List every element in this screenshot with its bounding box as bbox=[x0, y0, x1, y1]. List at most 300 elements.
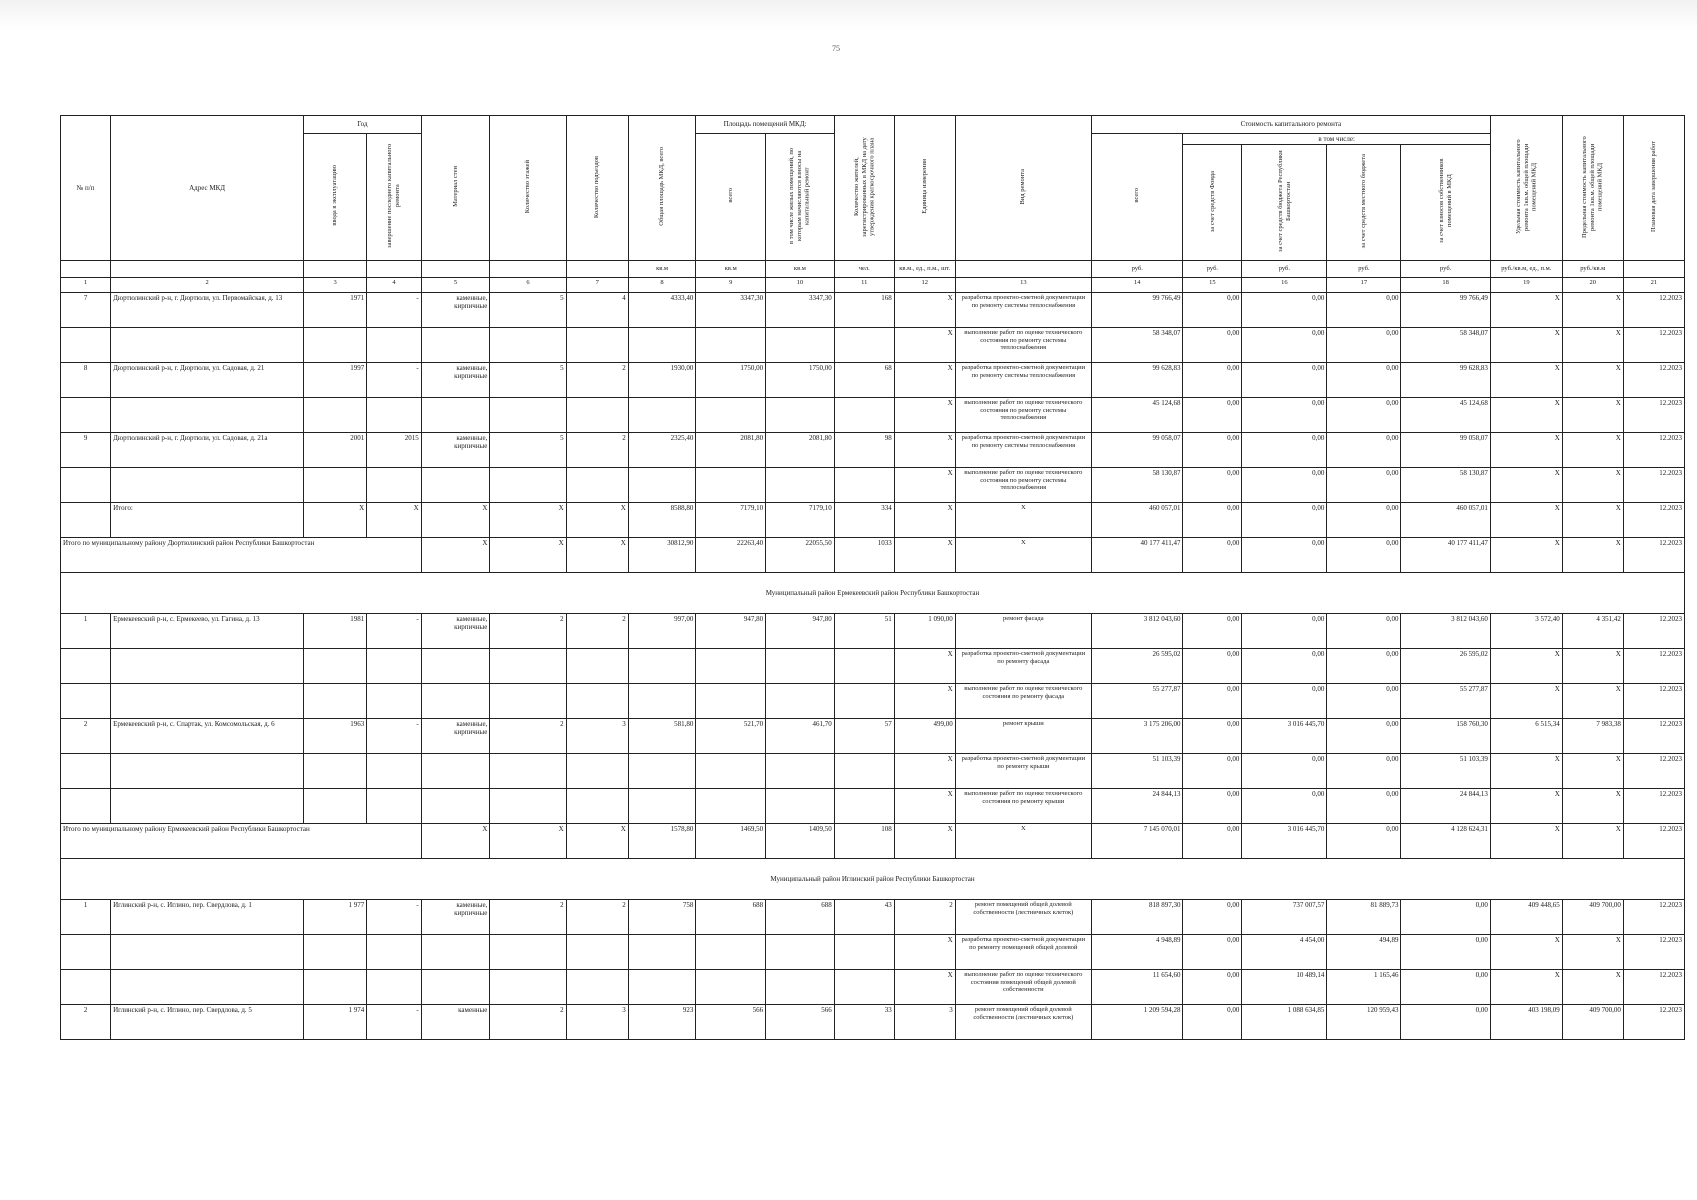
table-cell bbox=[304, 467, 367, 502]
col-number: 15 bbox=[1183, 277, 1242, 292]
district-total-row bbox=[61, 823, 1685, 858]
table-cell: разработка проектно-сметной документации по ремонту системы теплоснабжения bbox=[955, 432, 1091, 467]
table-row bbox=[61, 502, 1685, 537]
col-premises-group: Площадь помещений МКД: bbox=[696, 116, 834, 134]
table-cell: 1 165,46 bbox=[1327, 969, 1401, 1004]
table-cell: 12.2023 bbox=[1623, 683, 1684, 718]
table-cell: 40 177 411,47 bbox=[1401, 537, 1490, 572]
table-cell: 0,00 bbox=[1327, 397, 1401, 432]
table-cell: разработка проектно-сметной документации по ремонту крыши bbox=[955, 753, 1091, 788]
table-cell bbox=[367, 397, 422, 432]
table-cell: 409 700,00 bbox=[1562, 1004, 1623, 1039]
table-cell: каменные, кирпичные bbox=[421, 899, 490, 934]
table-cell: 0,00 bbox=[1183, 899, 1242, 934]
col-year-last: завершение последнего капитального ремонта bbox=[367, 134, 422, 261]
table-cell: X bbox=[1562, 327, 1623, 362]
district-total-row bbox=[61, 537, 1685, 572]
col-number: 7 bbox=[566, 277, 628, 292]
table-cell bbox=[566, 788, 628, 823]
table-cell: 0,00 bbox=[1327, 467, 1401, 502]
table-cell bbox=[111, 327, 304, 362]
table-cell bbox=[628, 397, 696, 432]
table-cell: X bbox=[1490, 823, 1562, 858]
col-number: 16 bbox=[1242, 277, 1327, 292]
col-number: 18 bbox=[1401, 277, 1490, 292]
table-cell: X bbox=[566, 537, 628, 572]
table-cell: X bbox=[1490, 683, 1562, 718]
col-entrances: Количество подъездов bbox=[566, 116, 628, 261]
table-row bbox=[61, 899, 1685, 934]
table-cell: 12.2023 bbox=[1623, 537, 1684, 572]
table-cell: 1 bbox=[61, 899, 111, 934]
table-cell bbox=[421, 327, 490, 362]
table-cell: 12.2023 bbox=[1623, 502, 1684, 537]
table-cell: X bbox=[421, 502, 490, 537]
table-cell bbox=[421, 934, 490, 969]
unit-cell bbox=[955, 260, 1091, 277]
col-number: 6 bbox=[490, 277, 566, 292]
table-cell: X bbox=[1490, 648, 1562, 683]
table-cell: каменные, кирпичные bbox=[421, 432, 490, 467]
table-cell: 566 bbox=[766, 1004, 835, 1039]
col-number: 19 bbox=[1490, 277, 1562, 292]
table-cell: 3 812 043,60 bbox=[1091, 613, 1183, 648]
table-row bbox=[61, 1004, 1685, 1039]
table-cell: X bbox=[490, 537, 566, 572]
table-cell bbox=[766, 683, 835, 718]
table-cell bbox=[367, 467, 422, 502]
unit-cell: кв.м bbox=[696, 260, 766, 277]
table-cell: 5 bbox=[490, 362, 566, 397]
table-cell: 99 766,49 bbox=[1091, 292, 1183, 327]
table-cell bbox=[61, 788, 111, 823]
table-cell: 0,00 bbox=[1183, 613, 1242, 648]
table-cell: 8588,80 bbox=[628, 502, 696, 537]
table-cell: 0,00 bbox=[1183, 788, 1242, 823]
col-plan-date: Плановая дата завершения работ bbox=[1623, 116, 1684, 261]
table-cell bbox=[61, 327, 111, 362]
table-cell: 0,00 bbox=[1183, 432, 1242, 467]
unit-cell bbox=[111, 260, 304, 277]
col-floors: Количество этажей bbox=[490, 116, 566, 261]
table-cell bbox=[421, 683, 490, 718]
table-cell bbox=[490, 648, 566, 683]
table-cell bbox=[111, 934, 304, 969]
col-number: 9 bbox=[696, 277, 766, 292]
table-cell: 24 844,13 bbox=[1091, 788, 1183, 823]
table-cell: 3 bbox=[894, 1004, 955, 1039]
table-cell bbox=[566, 753, 628, 788]
table-cell bbox=[490, 753, 566, 788]
table-cell: 58 348,07 bbox=[1091, 327, 1183, 362]
table-cell bbox=[421, 753, 490, 788]
table-cell: 2 bbox=[61, 718, 111, 753]
col-number: 4 bbox=[367, 277, 422, 292]
col-cost-republic: за счет средств бюджета Республики Башкортостан bbox=[1242, 145, 1327, 260]
table-cell bbox=[696, 969, 766, 1004]
table-cell: 108 bbox=[834, 823, 894, 858]
table-cell: 2 bbox=[566, 613, 628, 648]
table-cell: 120 959,43 bbox=[1327, 1004, 1401, 1039]
units-row bbox=[61, 260, 1685, 277]
table-cell: 9 bbox=[61, 432, 111, 467]
table-cell: 33 bbox=[834, 1004, 894, 1039]
table-cell: 0,00 bbox=[1327, 432, 1401, 467]
table-cell bbox=[834, 467, 894, 502]
table-cell: 2 bbox=[490, 613, 566, 648]
table-cell bbox=[696, 327, 766, 362]
repair-plan-table bbox=[60, 115, 1685, 1040]
col-unit: Единица измерения bbox=[894, 116, 955, 261]
table-cell: 0,00 bbox=[1183, 1004, 1242, 1039]
table-cell: 0,00 bbox=[1327, 537, 1401, 572]
table-cell bbox=[628, 753, 696, 788]
table-cell: 2 bbox=[490, 1004, 566, 1039]
table-cell: 26 595,02 bbox=[1091, 648, 1183, 683]
table-cell: 81 889,73 bbox=[1327, 899, 1401, 934]
table-cell: 2 bbox=[894, 899, 955, 934]
table-cell: 0,00 bbox=[1242, 397, 1327, 432]
table-cell bbox=[566, 467, 628, 502]
table-cell: 2325,40 bbox=[628, 432, 696, 467]
table-cell: 2081,80 bbox=[766, 432, 835, 467]
table-cell bbox=[304, 683, 367, 718]
table-cell bbox=[61, 648, 111, 683]
table-cell: 1963 bbox=[304, 718, 367, 753]
table-cell bbox=[304, 397, 367, 432]
table-cell: 3 bbox=[566, 1004, 628, 1039]
table-cell: Итого по муниципальному району Дюртюлинский район Республики Башкортостан bbox=[61, 537, 422, 572]
table-cell bbox=[367, 753, 422, 788]
table-cell: 45 124,68 bbox=[1091, 397, 1183, 432]
table-cell bbox=[834, 327, 894, 362]
table-row-continuation bbox=[61, 753, 1685, 788]
col-number: 21 bbox=[1623, 277, 1684, 292]
table-cell: 4 128 624,31 bbox=[1401, 823, 1490, 858]
table-cell: X bbox=[894, 397, 955, 432]
table-cell: 58 130,87 bbox=[1401, 467, 1490, 502]
table-cell bbox=[367, 327, 422, 362]
table-cell: 3347,30 bbox=[766, 292, 835, 327]
table-cell: 3347,30 bbox=[696, 292, 766, 327]
unit-cell: руб./кв.м bbox=[1562, 260, 1623, 277]
table-cell: каменные, кирпичные bbox=[421, 718, 490, 753]
table-cell: 0,00 bbox=[1183, 753, 1242, 788]
col-year-group: Год bbox=[304, 116, 422, 134]
table-cell: каменные bbox=[421, 1004, 490, 1039]
table-cell: 12.2023 bbox=[1623, 899, 1684, 934]
table-cell: 3 572,40 bbox=[1490, 613, 1562, 648]
table-cell: выполнение работ по оценке технического состояния по ремонту системы теплоснабжения bbox=[955, 327, 1091, 362]
table-cell: каменные, кирпичные bbox=[421, 613, 490, 648]
table-cell: X bbox=[1490, 788, 1562, 823]
table-cell bbox=[367, 788, 422, 823]
table-cell: X bbox=[1490, 327, 1562, 362]
table-cell: X bbox=[1562, 502, 1623, 537]
table-cell bbox=[367, 969, 422, 1004]
table-cell: 99 058,07 bbox=[1401, 432, 1490, 467]
table-cell: 1 974 bbox=[304, 1004, 367, 1039]
unit-cell bbox=[421, 260, 490, 277]
table-cell: 4 454,00 bbox=[1242, 934, 1327, 969]
table-cell: каменные, кирпичные bbox=[421, 362, 490, 397]
table-cell: 737 007,57 bbox=[1242, 899, 1327, 934]
table-cell bbox=[696, 934, 766, 969]
table-cell bbox=[61, 502, 111, 537]
table-cell: X bbox=[894, 327, 955, 362]
table-cell: 99 058,07 bbox=[1091, 432, 1183, 467]
table-cell: 12.2023 bbox=[1623, 969, 1684, 1004]
table-cell: 0,00 bbox=[1242, 788, 1327, 823]
table-cell: 40 177 411,47 bbox=[1091, 537, 1183, 572]
table-cell: 0,00 bbox=[1401, 934, 1490, 969]
table-cell: 494,89 bbox=[1327, 934, 1401, 969]
col-total-area: Общая площадь МКД, всего bbox=[628, 116, 696, 261]
table-cell bbox=[111, 969, 304, 1004]
table-cell: 0,00 bbox=[1183, 969, 1242, 1004]
table-cell: 11 654,60 bbox=[1091, 969, 1183, 1004]
table-cell bbox=[566, 934, 628, 969]
table-cell bbox=[834, 683, 894, 718]
table-cell: X bbox=[566, 502, 628, 537]
table-cell: X bbox=[421, 823, 490, 858]
col-number: 13 bbox=[955, 277, 1091, 292]
table-cell bbox=[628, 683, 696, 718]
col-number: 2 bbox=[111, 277, 304, 292]
col-address: Адрес МКД bbox=[111, 116, 304, 261]
table-cell: X bbox=[1490, 397, 1562, 432]
table-cell: X bbox=[894, 823, 955, 858]
table-cell: X bbox=[894, 753, 955, 788]
table-cell: Дюртюлинский р-н, г. Дюртюли, ул. Садовая, д. 21а bbox=[111, 432, 304, 467]
table-cell bbox=[628, 788, 696, 823]
table-cell bbox=[696, 788, 766, 823]
col-limit-cost: Предельная стоимость капитального ремонта 1кв.м. общей площади помещений МКД bbox=[1562, 116, 1623, 261]
table-cell: 0,00 bbox=[1183, 397, 1242, 432]
table-cell: 22263,40 bbox=[696, 537, 766, 572]
unit-cell bbox=[61, 260, 111, 277]
col-cost-group: Стоимость капитального ремонта bbox=[1091, 116, 1490, 134]
col-number: 3 bbox=[304, 277, 367, 292]
table-cell: 461,70 bbox=[766, 718, 835, 753]
table-cell: Муниципальный район Ермекеевский район Республики Башкортостан bbox=[61, 572, 1685, 613]
table-cell: 0,00 bbox=[1242, 683, 1327, 718]
table-cell: 43 bbox=[834, 899, 894, 934]
table-cell: 5 bbox=[490, 292, 566, 327]
table-cell: X bbox=[1562, 683, 1623, 718]
table-cell bbox=[490, 934, 566, 969]
table-cell: X bbox=[1490, 753, 1562, 788]
table-cell bbox=[367, 648, 422, 683]
table-cell bbox=[304, 788, 367, 823]
table-cell: X bbox=[1562, 292, 1623, 327]
table-cell: 26 595,02 bbox=[1401, 648, 1490, 683]
table-cell: 688 bbox=[766, 899, 835, 934]
table-cell: 997,00 bbox=[628, 613, 696, 648]
table-cell: X bbox=[894, 432, 955, 467]
table-cell bbox=[696, 753, 766, 788]
table-cell bbox=[566, 327, 628, 362]
table-cell: 0,00 bbox=[1183, 537, 1242, 572]
table-cell: 0,00 bbox=[1183, 502, 1242, 537]
table-cell: 1 088 634,85 bbox=[1242, 1004, 1327, 1039]
table-cell: 0,00 bbox=[1183, 823, 1242, 858]
table-cell: 2015 bbox=[367, 432, 422, 467]
table-cell bbox=[766, 648, 835, 683]
table-cell bbox=[61, 753, 111, 788]
table-row bbox=[61, 718, 1685, 753]
table-cell bbox=[490, 467, 566, 502]
table-cell: 409 448,65 bbox=[1490, 899, 1562, 934]
table-cell bbox=[566, 683, 628, 718]
table-cell: 947,80 bbox=[696, 613, 766, 648]
table-cell: 22055,50 bbox=[766, 537, 835, 572]
table-cell: 0,00 bbox=[1183, 362, 1242, 397]
table-cell: 0,00 bbox=[1401, 899, 1490, 934]
table-cell: 0,00 bbox=[1327, 788, 1401, 823]
table-cell: Иглинский р-н, с. Иглино, пер. Свердлова, д. 1 bbox=[111, 899, 304, 934]
table-cell bbox=[696, 467, 766, 502]
table-cell: 6 515,34 bbox=[1490, 718, 1562, 753]
table-cell: 55 277,87 bbox=[1091, 683, 1183, 718]
table-cell: X bbox=[1562, 969, 1623, 1004]
table-cell bbox=[490, 969, 566, 1004]
table-cell: 0,00 bbox=[1242, 327, 1327, 362]
table-cell: 24 844,13 bbox=[1401, 788, 1490, 823]
table-cell: Итого по муниципальному району Ермекеевский район Республики Башкортостан bbox=[61, 823, 422, 858]
table-cell: 1 209 594,28 bbox=[1091, 1004, 1183, 1039]
col-cost-owners: за счет взносов собственников помещений в МКД bbox=[1401, 145, 1490, 260]
table-cell: 3 175 206,00 bbox=[1091, 718, 1183, 753]
table-cell: 688 bbox=[696, 899, 766, 934]
table-cell: 4333,40 bbox=[628, 292, 696, 327]
table-cell: 4 351,42 bbox=[1562, 613, 1623, 648]
table-cell: 3 016 445,70 bbox=[1242, 718, 1327, 753]
table-cell bbox=[304, 648, 367, 683]
table-cell: 51 bbox=[834, 613, 894, 648]
table-cell: 12.2023 bbox=[1623, 327, 1684, 362]
table-cell: 12.2023 bbox=[1623, 823, 1684, 858]
table-cell bbox=[111, 467, 304, 502]
table-cell: 8 bbox=[61, 362, 111, 397]
table-cell: 158 760,30 bbox=[1401, 718, 1490, 753]
table-cell bbox=[367, 934, 422, 969]
table-cell: X bbox=[1562, 934, 1623, 969]
table-cell: 12.2023 bbox=[1623, 397, 1684, 432]
table-cell: 12.2023 bbox=[1623, 753, 1684, 788]
table-cell: 0,00 bbox=[1242, 292, 1327, 327]
table-cell: X bbox=[1562, 432, 1623, 467]
table-cell bbox=[304, 934, 367, 969]
table-cell: 0,00 bbox=[1401, 969, 1490, 1004]
table-cell: X bbox=[894, 467, 955, 502]
table-cell: 0,00 bbox=[1327, 718, 1401, 753]
table-row bbox=[61, 432, 1685, 467]
table-cell: 521,70 bbox=[696, 718, 766, 753]
table-cell: 0,00 bbox=[1183, 648, 1242, 683]
unit-cell: руб. bbox=[1242, 260, 1327, 277]
table-cell: 1750,00 bbox=[696, 362, 766, 397]
table-cell: X bbox=[894, 537, 955, 572]
table-cell bbox=[628, 327, 696, 362]
table-cell bbox=[834, 397, 894, 432]
table-cell: 2 bbox=[566, 899, 628, 934]
table-cell: 10 489,14 bbox=[1242, 969, 1327, 1004]
table-cell: X bbox=[1562, 648, 1623, 683]
table-cell: 0,00 bbox=[1242, 502, 1327, 537]
table-cell: ремонт крыши bbox=[955, 718, 1091, 753]
table-cell: 2 bbox=[566, 362, 628, 397]
table-cell bbox=[766, 788, 835, 823]
table-cell bbox=[766, 934, 835, 969]
table-cell bbox=[696, 683, 766, 718]
table-cell: 57 bbox=[834, 718, 894, 753]
table-cell bbox=[61, 683, 111, 718]
table-cell: X bbox=[1490, 537, 1562, 572]
table-cell: - bbox=[367, 899, 422, 934]
unit-cell: кв.м bbox=[766, 260, 835, 277]
table-cell bbox=[766, 397, 835, 432]
table-cell bbox=[834, 788, 894, 823]
table-cell: 0,00 bbox=[1327, 683, 1401, 718]
table-cell bbox=[696, 648, 766, 683]
table-cell: 0,00 bbox=[1183, 467, 1242, 502]
col-number: 17 bbox=[1327, 277, 1401, 292]
table-cell: 12.2023 bbox=[1623, 934, 1684, 969]
table-row-continuation bbox=[61, 648, 1685, 683]
table-cell: 1930,00 bbox=[628, 362, 696, 397]
table-cell: 334 bbox=[834, 502, 894, 537]
table-cell: 2001 bbox=[304, 432, 367, 467]
table-cell: X bbox=[955, 502, 1091, 537]
table-cell: Ермекеевский р-н, с. Спартак, ул. Комсомольская, д. 6 bbox=[111, 718, 304, 753]
table-cell: X bbox=[894, 362, 955, 397]
table-cell: X bbox=[1562, 467, 1623, 502]
table-cell: 12.2023 bbox=[1623, 467, 1684, 502]
table-cell: 55 277,87 bbox=[1401, 683, 1490, 718]
table-cell bbox=[111, 683, 304, 718]
table-cell: 0,00 bbox=[1327, 362, 1401, 397]
table-cell: X bbox=[894, 683, 955, 718]
table-cell bbox=[834, 753, 894, 788]
table-cell: 409 700,00 bbox=[1562, 899, 1623, 934]
table-cell: X bbox=[894, 292, 955, 327]
table-cell: X bbox=[894, 969, 955, 1004]
table-cell: 460 057,01 bbox=[1091, 502, 1183, 537]
scan-shadow bbox=[0, 0, 1697, 30]
table-cell bbox=[490, 683, 566, 718]
table-cell: X bbox=[566, 823, 628, 858]
table-cell: 0,00 bbox=[1327, 823, 1401, 858]
table-cell: Иглинский р-н, с. Иглино, пер. Свердлова, д. 5 bbox=[111, 1004, 304, 1039]
table-cell: X bbox=[1562, 823, 1623, 858]
table-cell: 7179,10 bbox=[696, 502, 766, 537]
table-row-continuation bbox=[61, 467, 1685, 502]
table-cell bbox=[304, 327, 367, 362]
table-cell: 566 bbox=[696, 1004, 766, 1039]
table-cell: разработка проектно-сметной документации по ремонту фасада bbox=[955, 648, 1091, 683]
col-residents: Количество жителей, зарегистрированных в МКД на дату утверждения краткосрочного плана bbox=[834, 116, 894, 261]
table-cell: X bbox=[1562, 753, 1623, 788]
table-cell: разработка проектно-сметной документации по ремонту системы теплоснабжения bbox=[955, 362, 1091, 397]
table-cell: 3 bbox=[566, 718, 628, 753]
table-row bbox=[61, 292, 1685, 327]
table-cell bbox=[628, 934, 696, 969]
col-cost-fund: за счет средств Фонда bbox=[1183, 145, 1242, 260]
unit-cell bbox=[490, 260, 566, 277]
unit-cell bbox=[566, 260, 628, 277]
table-cell: X bbox=[894, 934, 955, 969]
